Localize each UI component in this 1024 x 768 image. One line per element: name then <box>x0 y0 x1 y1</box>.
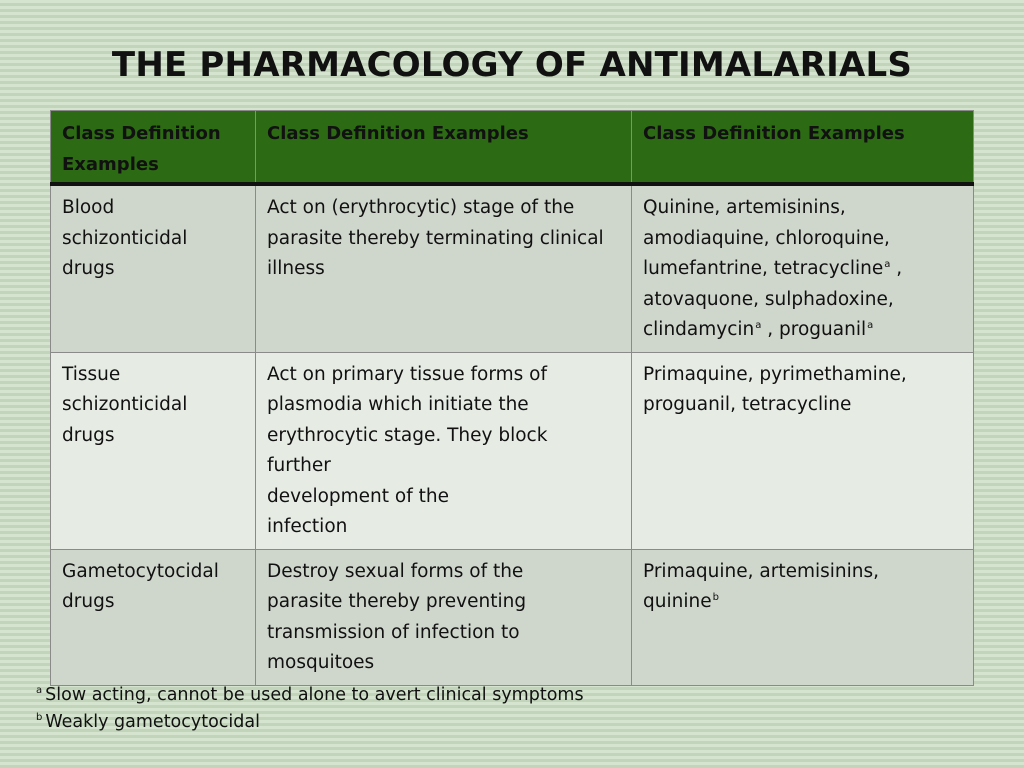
examples-cell <box>632 549 974 685</box>
examples-text: , proguanil <box>761 319 867 340</box>
table-row <box>51 549 974 685</box>
definition-cell: Act on (erythrocytic) stage of the parasite thereby terminating clinical illness <box>256 184 632 352</box>
footnote-marker: b <box>36 712 43 724</box>
table-header-row <box>51 111 974 185</box>
examples-cell <box>632 352 974 549</box>
definition-cell: Act on primary tissue forms of plasmodia which initiate the erythrocytic stage. They block further development of the infection <box>256 352 632 549</box>
class-cell: Blood schizonticidal drugs <box>51 184 256 352</box>
class-cell: Gametocytocidal drugs <box>51 549 256 685</box>
definition-cell: Destroy sexual forms of the parasite thereby preventing transmission of infection to mosquitoes <box>256 549 632 685</box>
footnote-text: Weakly gametocytocidal <box>45 712 260 732</box>
antimalarials-table <box>50 110 974 686</box>
footnote-ref: a <box>867 319 874 331</box>
examples-text: , atovaquone, sulphadoxine, clindamycin <box>643 258 903 340</box>
table-row <box>51 184 974 352</box>
footnote-ref: b <box>712 591 719 603</box>
header-cell-2: Class Definition Examples <box>256 111 632 185</box>
footnote-text: Slow acting, cannot be used alone to avert clinical symptoms <box>45 685 584 705</box>
table-row <box>51 352 974 549</box>
footnotes <box>36 682 584 736</box>
examples-text: Quinine, artemisinins, amodiaquine, chloroquine, lumefantrine, tetracycline <box>643 197 890 279</box>
footnote <box>36 709 584 736</box>
examples-cell <box>632 184 974 352</box>
header-cell-1: Class Definition Examples <box>51 111 256 185</box>
slide-title: THE PHARMACOLOGY OF ANTIMALARIALS <box>111 45 913 85</box>
examples-text: Primaquine, artemisinins, quinine <box>643 560 880 612</box>
examples-text: Primaquine, pyrimethamine, proguanil, tetracycline <box>643 363 907 415</box>
footnote-ref: a <box>884 258 891 270</box>
header-cell-3: Class Definition Examples <box>632 111 974 185</box>
footnote-marker: a <box>36 685 43 697</box>
footnote-ref: a <box>755 319 762 331</box>
footnote <box>36 682 584 709</box>
class-cell: Tissue schizonticidal drugs <box>51 352 256 549</box>
